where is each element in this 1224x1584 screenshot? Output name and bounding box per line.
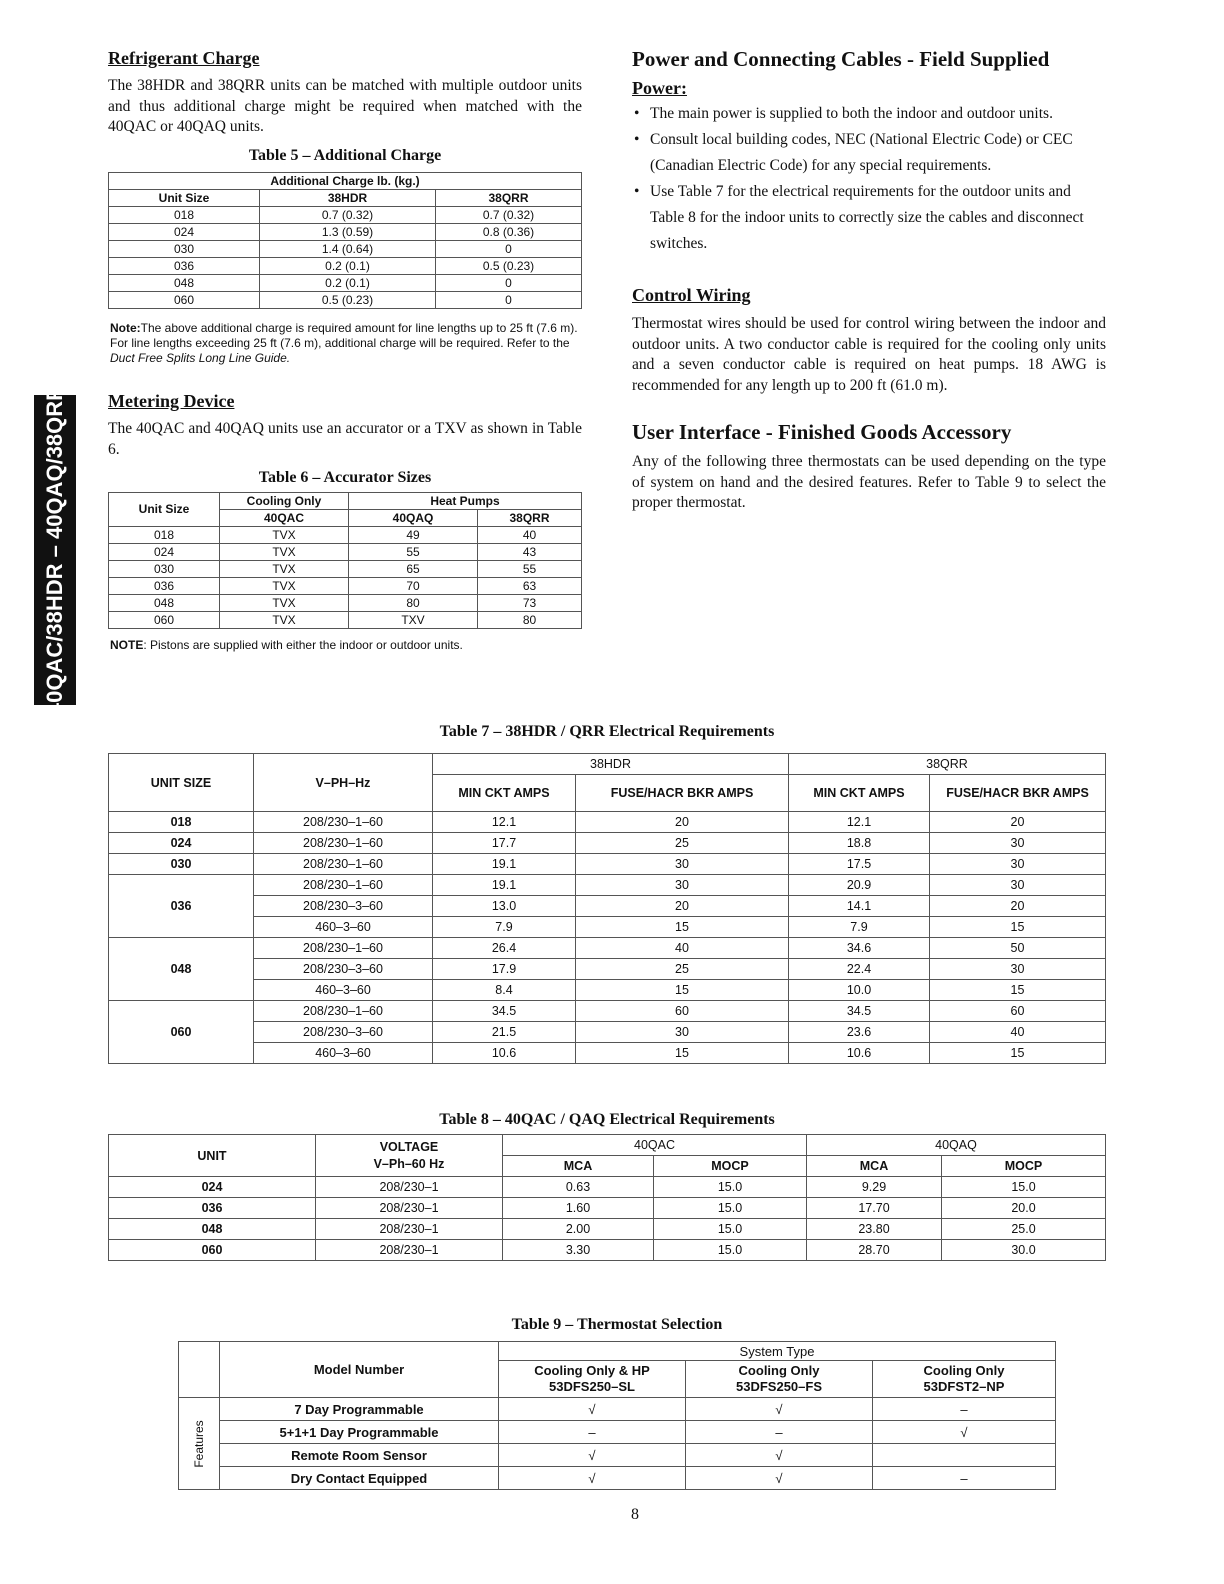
table7-cell: 21.5	[433, 1022, 576, 1043]
table5-row	[109, 224, 582, 241]
control-text: Thermostat wires should be used for control wiring between the indoor and outdoor units. A two conductor cable is required for the cooling only units and a seven conductor cable is required on heat pumps. 18 AWG is recommended for any length up to 200 ft (61.0 m).	[632, 315, 1106, 394]
table7-group-38qrr: 38QRR	[789, 754, 1106, 775]
table7-cell: 30	[930, 854, 1106, 875]
table8-row	[109, 1198, 1106, 1219]
table6-cell: 65	[349, 561, 478, 578]
table7-cell: 208/230–1–60	[254, 875, 433, 896]
table8-cell: 15.0	[654, 1219, 807, 1240]
table6-row	[109, 612, 582, 629]
table6-cell: 018	[109, 527, 220, 544]
table6-subheader: 40QAQ	[349, 510, 478, 527]
side-tab	[34, 384, 76, 716]
table8-subheader: MCA	[807, 1156, 942, 1177]
table7-row	[109, 1043, 1106, 1064]
table7-cell: 34.6	[789, 938, 930, 959]
table7-cell: 208/230–1–60	[254, 833, 433, 854]
table8-subheader: MOCP	[942, 1156, 1106, 1177]
table7-cell: 22.4	[789, 959, 930, 980]
table7-unit-cell: 024	[109, 833, 254, 854]
table7-cell: 25	[576, 959, 789, 980]
table7-cell: 7.9	[433, 917, 576, 938]
table9-cell: √	[686, 1444, 873, 1467]
table9-cell: √	[499, 1398, 686, 1421]
table8-group-40qaq: 40QAQ	[807, 1135, 1106, 1156]
table7-unit-cell: 060	[109, 1001, 254, 1064]
page-number: 8	[631, 1506, 639, 1523]
table5-cell: 0	[436, 241, 582, 258]
table7-subheader: MIN CKT AMPS	[433, 775, 576, 812]
table9-col-line2: 53DFS250–SL	[549, 1379, 635, 1394]
table8-cell: 17.70	[807, 1198, 942, 1219]
table7-row	[109, 1022, 1106, 1043]
table9-cell	[873, 1444, 1056, 1467]
table9-cell: √	[686, 1467, 873, 1490]
table8-cell: 2.00	[503, 1219, 654, 1240]
table6-cell: 030	[109, 561, 220, 578]
table8-cell: 15.0	[654, 1177, 807, 1198]
table5-cell: 0.2 (0.1)	[260, 258, 436, 275]
table7-cell: 30	[930, 959, 1106, 980]
table7-cell: 18.8	[789, 833, 930, 854]
table9-system-type: System Type	[499, 1342, 1056, 1361]
table9-cell: √	[873, 1421, 1056, 1444]
table7-cell: 20	[576, 812, 789, 833]
table9-col	[686, 1361, 873, 1398]
table8-cell: 28.70	[807, 1240, 942, 1261]
refrigerant-text: The 38HDR and 38QRR units can be matched with multiple outdoor units and thus additional charge might be required when matched with the 40QAC or 40QAQ units.	[108, 77, 582, 135]
table8-unit-cell: 036	[109, 1198, 316, 1219]
table7-cell: 26.4	[433, 938, 576, 959]
table7-cell: 208/230–1–60	[254, 938, 433, 959]
table7-cell: 19.1	[433, 875, 576, 896]
table5-header-row	[109, 190, 582, 207]
table5-cell: 030	[109, 241, 260, 258]
table7-cell: 60	[930, 1001, 1106, 1022]
power-bullets	[632, 101, 1106, 257]
table7-unit-cell: 018	[109, 812, 254, 833]
table9	[178, 1341, 1056, 1490]
power-heading: Power:	[632, 78, 687, 98]
table9-features-label: Features	[192, 1419, 206, 1468]
table6-cell: 73	[478, 595, 582, 612]
table6-cell: 49	[349, 527, 478, 544]
table7-cell: 20	[930, 812, 1106, 833]
table7-cell: 50	[930, 938, 1106, 959]
table6-row	[109, 578, 582, 595]
table7-row	[109, 875, 1106, 896]
table8-voltage	[316, 1135, 503, 1177]
table8-cell: 15.0	[942, 1177, 1106, 1198]
table9-feature-name: 5+1+1 Day Programmable	[220, 1421, 499, 1444]
table5-cell: 0.8 (0.36)	[436, 224, 582, 241]
table9-cell: √	[499, 1444, 686, 1467]
power-bullet: • The main power is supplied to both the indoor and outdoor units.	[632, 101, 1106, 127]
table6-cell: TVX	[220, 544, 349, 561]
table7-unit-size: UNIT SIZE	[109, 754, 254, 812]
table8-row	[109, 1219, 1106, 1240]
table6-cell: 060	[109, 612, 220, 629]
table6-cell: TVX	[220, 561, 349, 578]
table8-cell: 208/230–1	[316, 1219, 503, 1240]
table8-group-40qac: 40QAC	[503, 1135, 807, 1156]
table5-cell: 036	[109, 258, 260, 275]
table5-row	[109, 275, 582, 292]
table6-cell: 024	[109, 544, 220, 561]
table6-row	[109, 544, 582, 561]
table7-row	[109, 833, 1106, 854]
table9-cell: –	[873, 1467, 1056, 1490]
table6-subheader: 40QAC	[220, 510, 349, 527]
table5-note-label: Note:	[110, 321, 141, 335]
table7-cell: 30	[576, 1022, 789, 1043]
table6-cell: 80	[349, 595, 478, 612]
table5-cell: 1.3 (0.59)	[260, 224, 436, 241]
table5-cell: 0.7 (0.32)	[436, 207, 582, 224]
table7-cell: 208/230–1–60	[254, 812, 433, 833]
table8-subheader: MOCP	[654, 1156, 807, 1177]
table9-feature-name: Remote Room Sensor	[220, 1444, 499, 1467]
table7-cell: 23.6	[789, 1022, 930, 1043]
table7-unit-cell: 036	[109, 875, 254, 938]
table7-cell: 34.5	[789, 1001, 930, 1022]
table6-cell: 63	[478, 578, 582, 595]
table7-cell: 17.5	[789, 854, 930, 875]
side-tab-label: 40QAC/38HDR – 40QAQ/38QRR	[42, 384, 67, 716]
table7-cell: 60	[576, 1001, 789, 1022]
table6-note	[110, 638, 463, 653]
table7-cell: 30	[930, 833, 1106, 854]
table9-feature-name: Dry Contact Equipped	[220, 1467, 499, 1490]
table7-row	[109, 959, 1106, 980]
table5-cell: 0.5 (0.23)	[436, 258, 582, 275]
table7-cell: 208/230–3–60	[254, 896, 433, 917]
table8-unit: UNIT	[109, 1135, 316, 1177]
table5-caption: Table 5 – Additional Charge	[248, 147, 442, 164]
table6-cell: TXV	[349, 612, 478, 629]
table8-cell: 3.30	[503, 1240, 654, 1261]
table8-cell: 208/230–1	[316, 1198, 503, 1219]
table7-cell: 208/230–1–60	[254, 1001, 433, 1022]
power-bullet: • Consult local building codes, NEC (National Electric Code) or CEC (Canadian Electric Code) for any special requirements.	[632, 127, 1106, 179]
table8-voltage-line2: V–Ph–60 Hz	[373, 1156, 445, 1171]
table7-row	[109, 917, 1106, 938]
table8-unit-cell: 024	[109, 1177, 316, 1198]
table7-row	[109, 812, 1106, 833]
table6-row	[109, 595, 582, 612]
table9-row	[179, 1467, 1056, 1490]
table7-cell: 13.0	[433, 896, 576, 917]
table5-cell: 060	[109, 292, 260, 309]
table7-cell: 40	[930, 1022, 1106, 1043]
table8-subheader: MCA	[503, 1156, 654, 1177]
table9-cell: –	[686, 1421, 873, 1444]
table6-row	[109, 561, 582, 578]
table5-row	[109, 292, 582, 309]
table8-cell: 15.0	[654, 1240, 807, 1261]
power-bullet: • Use Table 7 for the electrical requirements for the outdoor units and Table 8 for the indoor units to correctly size the cables and disconnect switches.	[632, 179, 1106, 257]
table7-cell: 17.7	[433, 833, 576, 854]
table7-cell: 14.1	[789, 896, 930, 917]
table7-unit-cell: 030	[109, 854, 254, 875]
table9-col-line1: Cooling Only & HP	[534, 1363, 650, 1378]
table6-heat-pumps: Heat Pumps	[349, 493, 582, 510]
table7	[108, 753, 1106, 1064]
table5-header: 38QRR	[436, 190, 582, 207]
table7-cell: 30	[576, 854, 789, 875]
ui-title: User Interface - Finished Goods Accessory	[632, 420, 1012, 444]
table9-col-line1: Cooling Only	[738, 1363, 820, 1378]
table5-header: 38HDR	[260, 190, 436, 207]
table9-cell: –	[873, 1398, 1056, 1421]
table6-note-text: : Pistons are supplied with either the indoor or outdoor units.	[143, 638, 463, 652]
table6-cell: 048	[109, 595, 220, 612]
table6-unit-size: Unit Size	[109, 493, 220, 527]
table5-note-italic: Duct Free Splits Long Line Guide.	[110, 351, 291, 365]
table7-cell: 8.4	[433, 980, 576, 1001]
table7-cell: 34.5	[433, 1001, 576, 1022]
table5-cell: 048	[109, 275, 260, 292]
table7-row	[109, 854, 1106, 875]
table8-cell: 208/230–1	[316, 1177, 503, 1198]
table8-caption: Table 8 – 40QAC / QAQ Electrical Requirements	[439, 1111, 775, 1128]
table9-col-line2: 53DFST2–NP	[923, 1379, 1005, 1394]
table9-cell: –	[499, 1421, 686, 1444]
table7-cell: 19.1	[433, 854, 576, 875]
table8-cell: 0.63	[503, 1177, 654, 1198]
table7-subheader: MIN CKT AMPS	[789, 775, 930, 812]
table8-cell: 1.60	[503, 1198, 654, 1219]
table7-cell: 15	[576, 917, 789, 938]
table7-cell: 25	[576, 833, 789, 854]
table7-cell: 15	[930, 980, 1106, 1001]
table5-note-text: The above additional charge is required amount for line lengths up to 25 ft (7.6 m). For line lengths exceeding 25 ft (7.6 m), additional charge will be required. Refer to the	[110, 321, 578, 350]
table7-cell: 208/230–1–60	[254, 854, 433, 875]
power-title: Power and Connecting Cables - Field Supplied	[632, 47, 1050, 71]
table6-cell: 70	[349, 578, 478, 595]
table9-col-line1: Cooling Only	[923, 1363, 1005, 1378]
table6-cell: TVX	[220, 595, 349, 612]
table7-row	[109, 1001, 1106, 1022]
refrigerant-heading: Refrigerant Charge	[108, 48, 260, 68]
table7-cell: 20.9	[789, 875, 930, 896]
table5-cell: 024	[109, 224, 260, 241]
table7-cell: 208/230–3–60	[254, 959, 433, 980]
ui-text: Any of the following three thermostats can be used depending on the type of system on hand and the desired features. Refer to Table 9 to select the proper thermostat.	[632, 453, 1106, 511]
table7-row	[109, 896, 1106, 917]
table8-row	[109, 1177, 1106, 1198]
table7-cell: 12.1	[433, 812, 576, 833]
table6-cell: TVX	[220, 612, 349, 629]
metering-text: The 40QAC and 40QAQ units use an accurator or a TXV as shown in Table 6.	[108, 420, 582, 458]
table9-features-cell	[179, 1398, 220, 1490]
table9-corner	[179, 1342, 220, 1398]
table9-cell: √	[499, 1467, 686, 1490]
table5-cell: 018	[109, 207, 260, 224]
table7-cell: 15	[576, 980, 789, 1001]
control-heading: Control Wiring	[632, 285, 751, 305]
table6-cell: 036	[109, 578, 220, 595]
table6-cell: TVX	[220, 527, 349, 544]
table7-cell: 30	[576, 875, 789, 896]
table7-row	[109, 938, 1106, 959]
table5-row	[109, 207, 582, 224]
table8-row	[109, 1240, 1106, 1261]
table7-cell: 15	[930, 917, 1106, 938]
table7-unit-cell: 048	[109, 938, 254, 1001]
table9-row	[179, 1421, 1056, 1444]
table8-cell: 208/230–1	[316, 1240, 503, 1261]
table7-subheader: FUSE/HACR BKR AMPS	[930, 775, 1106, 812]
table6-note-label: NOTE	[110, 638, 144, 652]
table7-cell: 10.0	[789, 980, 930, 1001]
table5-cell: 0	[436, 275, 582, 292]
table7-cell: 20	[930, 896, 1106, 917]
table8-cell: 20.0	[942, 1198, 1106, 1219]
table7-cell: 20	[576, 896, 789, 917]
table7-cell: 15	[930, 1043, 1106, 1064]
table8-cell: 23.80	[807, 1219, 942, 1240]
table8-cell: 30.0	[942, 1240, 1106, 1261]
table7-cell: 10.6	[789, 1043, 930, 1064]
table6	[108, 492, 582, 629]
table7-row	[109, 980, 1106, 1001]
table5-row	[109, 241, 582, 258]
table9-col	[873, 1361, 1056, 1398]
table8-voltage-line1: VOLTAGE	[379, 1139, 439, 1154]
table7-cell: 17.9	[433, 959, 576, 980]
table7-caption: Table 7 – 38HDR / QRR Electrical Requirements	[439, 723, 775, 740]
table5-cell: 0.2 (0.1)	[260, 275, 436, 292]
table6-subheader: 38QRR	[478, 510, 582, 527]
table8-unit-cell: 060	[109, 1240, 316, 1261]
table7-cell: 40	[576, 938, 789, 959]
table7-vphhz: V–PH–Hz	[254, 754, 433, 812]
table6-cell: 80	[478, 612, 582, 629]
table8	[108, 1134, 1106, 1261]
table9-row	[179, 1398, 1056, 1421]
table5-note	[110, 321, 582, 366]
table8-unit-cell: 048	[109, 1219, 316, 1240]
table6-row	[109, 527, 582, 544]
table7-cell: 15	[576, 1043, 789, 1064]
table8-cell: 9.29	[807, 1177, 942, 1198]
table7-cell: 460–3–60	[254, 917, 433, 938]
table8-cell: 15.0	[654, 1198, 807, 1219]
table7-cell: 460–3–60	[254, 980, 433, 1001]
table9-col-line2: 53DFS250–FS	[736, 1379, 822, 1394]
table9-col	[499, 1361, 686, 1398]
metering-heading: Metering Device	[108, 391, 235, 411]
table5-cell: 0.7 (0.32)	[260, 207, 436, 224]
table6-caption: Table 6 – Accurator Sizes	[258, 469, 432, 486]
table6-cell: 55	[478, 561, 582, 578]
table7-cell: 7.9	[789, 917, 930, 938]
table5-cell: 0	[436, 292, 582, 309]
table7-cell: 460–3–60	[254, 1043, 433, 1064]
table6-cell: 43	[478, 544, 582, 561]
table5-header: Unit Size	[109, 190, 260, 207]
table6-cell: 40	[478, 527, 582, 544]
table7-cell: 30	[930, 875, 1106, 896]
table5-group-header: Additional Charge lb. (kg.)	[109, 173, 582, 190]
table6-cooling-only: Cooling Only	[220, 493, 349, 510]
table6-cell: 55	[349, 544, 478, 561]
table9-model-number: Model Number	[220, 1342, 499, 1398]
table7-subheader: FUSE/HACR BKR AMPS	[576, 775, 789, 812]
table7-cell: 12.1	[789, 812, 930, 833]
table9-feature-name: 7 Day Programmable	[220, 1398, 499, 1421]
table9-cell: √	[686, 1398, 873, 1421]
table7-cell: 208/230–3–60	[254, 1022, 433, 1043]
table8-cell: 25.0	[942, 1219, 1106, 1240]
table7-cell: 10.6	[433, 1043, 576, 1064]
table5-row	[109, 258, 582, 275]
table9-row	[179, 1444, 1056, 1467]
table5-cell: 0.5 (0.23)	[260, 292, 436, 309]
table5-cell: 1.4 (0.64)	[260, 241, 436, 258]
table5	[108, 172, 582, 309]
table6-cell: TVX	[220, 578, 349, 595]
table7-group-38hdr: 38HDR	[433, 754, 789, 775]
table9-caption: Table 9 – Thermostat Selection	[511, 1316, 723, 1333]
